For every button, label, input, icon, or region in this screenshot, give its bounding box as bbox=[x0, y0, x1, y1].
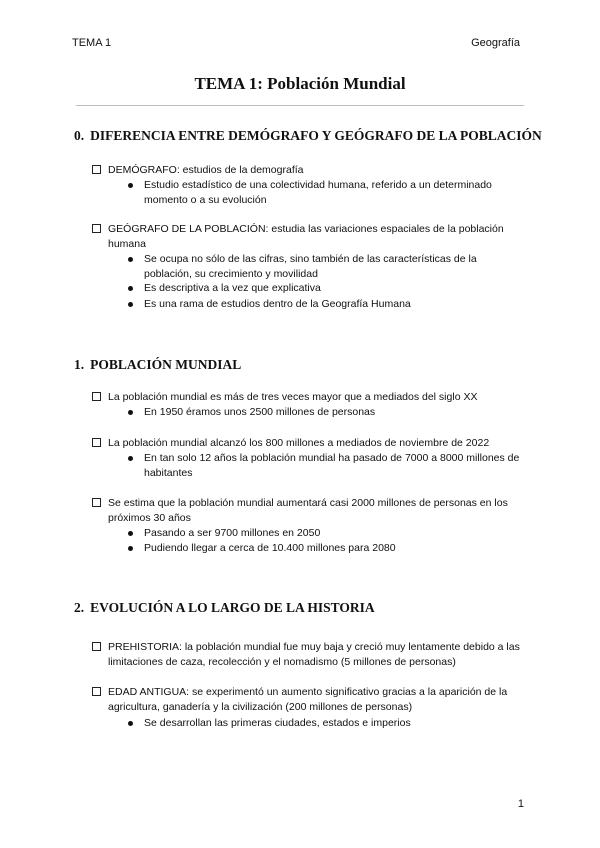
checklist-text: DEMÓGRAFO: estudios de la demografía bbox=[108, 164, 304, 176]
checklist-text: Se estima que la población mundial aumentará casi 2000 millones de personas en los próximos 30 años bbox=[108, 497, 508, 524]
bullet-item bbox=[128, 541, 526, 556]
checklist-item bbox=[92, 685, 532, 715]
bullet-item bbox=[128, 252, 526, 282]
bullet-item bbox=[128, 451, 526, 481]
header-topic: TEMA 1 bbox=[72, 37, 112, 49]
checklist-item bbox=[92, 163, 532, 178]
checkbox-icon[interactable] bbox=[92, 165, 101, 174]
checklist-item bbox=[92, 496, 532, 526]
bullet-icon bbox=[128, 546, 133, 551]
bullet-text: Pasando a ser 9700 millones en 2050 bbox=[144, 527, 321, 539]
bullet-text: Es una rama de estudios dentro de la Geografía Humana bbox=[144, 298, 411, 310]
bullet-text: En tan solo 12 años la población mundial ha pasado de 7000 a 8000 millones de habitantes bbox=[144, 452, 520, 479]
checkbox-icon[interactable] bbox=[92, 392, 101, 401]
checklist-text: PREHISTORIA: la población mundial fue muy baja y creció muy lentamente debido a las limitaciones de caza, recolección y el nomadismo (5 millones de personas) bbox=[108, 641, 520, 668]
checklist-item bbox=[92, 390, 532, 405]
bullet-text: Pudiendo llegar a cerca de 10.400 millones para 2080 bbox=[144, 542, 396, 554]
bullet-text: En 1950 éramos unos 2500 millones de personas bbox=[144, 406, 376, 418]
section-heading-1 bbox=[74, 357, 241, 373]
header-subject: Geografía bbox=[471, 37, 520, 49]
bullet-icon bbox=[128, 456, 133, 461]
bullet-item bbox=[128, 405, 526, 420]
bullet-text: Es descriptiva a la vez que explicativa bbox=[144, 282, 321, 294]
section-number: 2. bbox=[74, 600, 85, 615]
bullet-icon bbox=[128, 721, 133, 726]
checkbox-icon[interactable] bbox=[92, 498, 101, 507]
bullet-item bbox=[128, 178, 526, 208]
bullet-icon bbox=[128, 257, 133, 262]
checkbox-icon[interactable] bbox=[92, 687, 101, 696]
page-number: 1 bbox=[517, 798, 524, 810]
section-number: 1. bbox=[74, 357, 85, 372]
bullet-item bbox=[128, 526, 526, 541]
bullet-icon bbox=[128, 183, 133, 188]
checklist-item bbox=[92, 640, 532, 670]
section-title: POBLACIÓN MUNDIAL bbox=[90, 357, 242, 372]
bullet-text: Se ocupa no sólo de las cifras, sino también de las características de la población, su crecimiento y movilidad bbox=[144, 253, 477, 280]
checkbox-icon[interactable] bbox=[92, 438, 101, 447]
bullet-text: Estudio estadístico de una colectividad humana, referido a un determinado momento o a su evolución bbox=[144, 179, 492, 206]
section-title: DIFERENCIA ENTRE DEMÓGRAFO Y GEÓGRAFO DE LA POBLACIÓN bbox=[90, 128, 542, 143]
section-heading-2 bbox=[74, 600, 375, 616]
bullet-item bbox=[128, 297, 526, 312]
section-heading-0 bbox=[74, 128, 542, 144]
checklist-text: GEÓGRAFO DE LA POBLACIÓN: estudia las variaciones espaciales de la población humana bbox=[108, 223, 504, 250]
checklist-item bbox=[92, 436, 532, 451]
checklist-text: EDAD ANTIGUA: se experimentó un aumento significativo gracias a la aparición de la agricultura, ganadería y la civilización (200 millones de personas) bbox=[108, 686, 508, 713]
bullet-icon bbox=[128, 410, 133, 415]
bullet-text: Se desarrollan las primeras ciudades, estados e imperios bbox=[144, 717, 411, 729]
checklist-item bbox=[92, 222, 532, 252]
bullet-icon bbox=[128, 302, 133, 307]
bullet-item bbox=[128, 281, 526, 296]
checklist-text: La población mundial es más de tres veces mayor que a mediados del siglo XX bbox=[108, 391, 478, 403]
checkbox-icon[interactable] bbox=[92, 642, 101, 651]
title-divider bbox=[76, 105, 524, 106]
section-title: EVOLUCIÓN A LO LARGO DE LA HISTORIA bbox=[90, 600, 375, 615]
bullet-icon bbox=[128, 286, 133, 291]
page-title: TEMA 1: Población Mundial bbox=[194, 74, 406, 93]
checklist-text: La población mundial alcanzó los 800 millones a mediados de noviembre de 2022 bbox=[108, 437, 490, 449]
bullet-icon bbox=[128, 531, 133, 536]
section-number: 0. bbox=[74, 128, 85, 143]
bullet-item bbox=[128, 716, 526, 731]
checkbox-icon[interactable] bbox=[92, 224, 101, 233]
